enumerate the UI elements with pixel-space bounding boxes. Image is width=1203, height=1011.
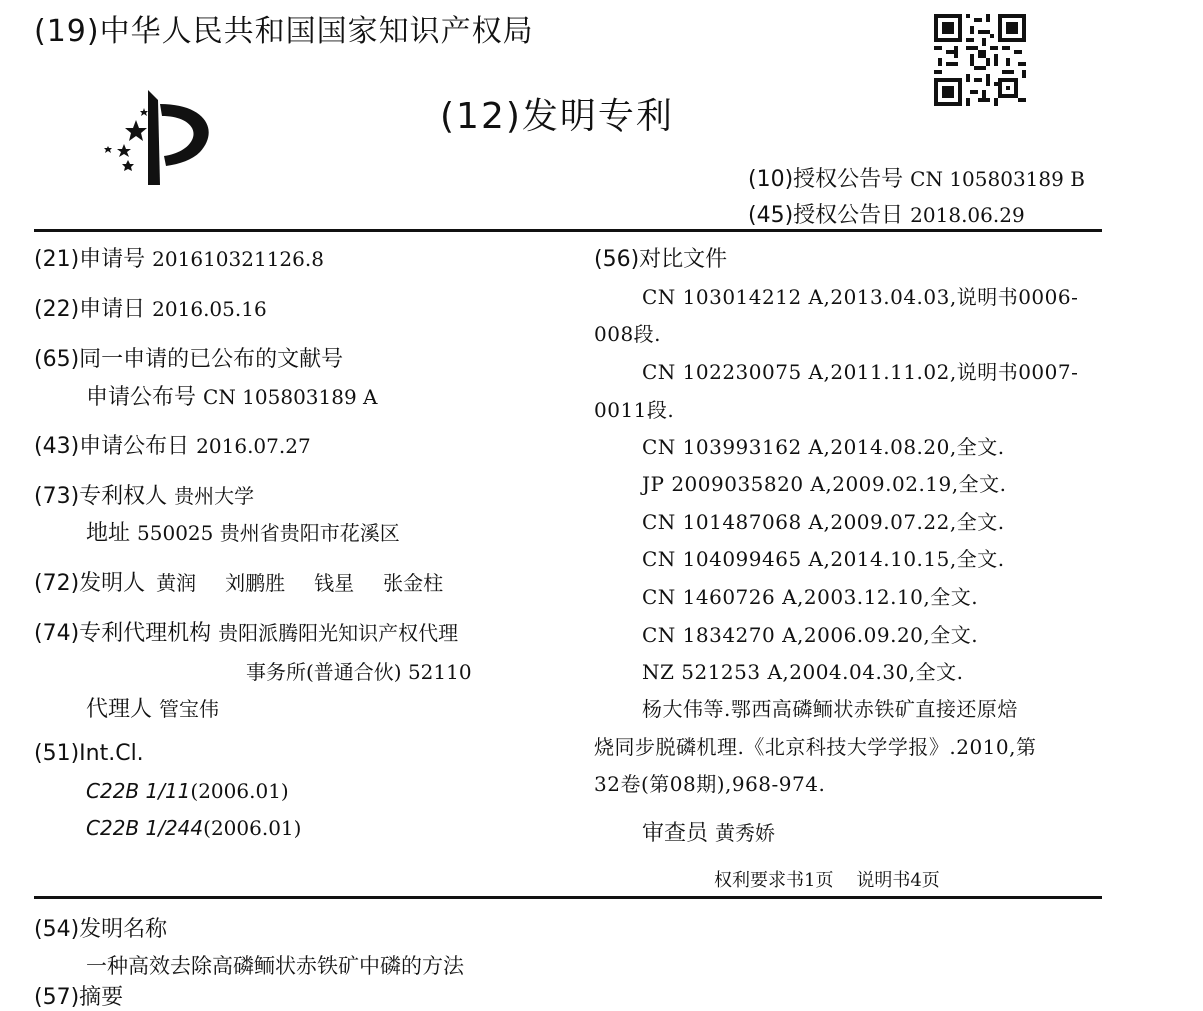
app-no-row — [34, 242, 324, 273]
npl-citation-cont: 32卷(第08期),968-974. — [594, 772, 826, 796]
agency-line1: 贵阳派腾阳光知识产权代理 — [218, 621, 459, 645]
abstract-label: (57)摘要 — [34, 985, 124, 1010]
grant-pub-no: CN 105803189 B — [910, 167, 1085, 191]
npl-citation-cont: 烧同步脱磷机理.《北京科技大学学报》.2010,第 — [594, 735, 1037, 759]
qr-code — [934, 14, 1026, 106]
ipc-code: C22B 1/244 — [86, 816, 204, 840]
inventor: 刘鹏胜 — [225, 571, 286, 595]
agency-row — [34, 616, 458, 647]
app-pub-date-row — [34, 429, 311, 460]
grant-pub-no-row — [748, 162, 1085, 193]
cnipa-logo — [100, 90, 230, 190]
ipc-version: (2006.01) — [190, 779, 289, 803]
citation-cont: 008段. — [594, 322, 662, 346]
patentee-label: (73)专利权人 — [34, 484, 168, 509]
address-label: 地址 — [86, 521, 131, 546]
citation: CN 104099465 A,2014.10.15,全文. — [642, 547, 1005, 571]
npl-citation: 杨大伟等.鄂西高磷鲕状赤铁矿直接还原焙 — [642, 697, 1018, 721]
ipc-version: (2006.01) — [203, 816, 302, 840]
office-name: (19)中华人民共和国国家知识产权局 — [34, 14, 534, 49]
citation: CN 1834270 A,2006.09.20,全文. — [642, 623, 979, 647]
examiner: 黄秀娇 — [715, 821, 776, 845]
app-pub-no-row — [86, 380, 378, 411]
citation: CN 1460726 A,2003.12.10,全文. — [642, 585, 979, 609]
app-pub-no: CN 105803189 A — [203, 385, 378, 409]
examiner-row — [642, 816, 775, 847]
citation: CN 103014212 A,2013.04.03,说明书0006- — [642, 285, 1079, 309]
agent-label: 代理人 — [86, 697, 153, 722]
citation-cont: 0011段. — [594, 398, 675, 422]
ipc-row — [86, 779, 289, 803]
ipc-code: C22B 1/11 — [86, 779, 191, 803]
inventor: 张金柱 — [383, 571, 444, 595]
patentee: 贵州大学 — [174, 484, 255, 508]
invention-title-label: (54)发明名称 — [34, 917, 168, 942]
inventors-row — [34, 566, 443, 597]
address: 550025 贵州省贵阳市花溪区 — [137, 521, 400, 545]
citation: JP 2009035820 A,2009.02.19,全文. — [642, 472, 1007, 496]
citation: CN 101487068 A,2009.07.22,全文. — [642, 510, 1005, 534]
ipc-row — [86, 816, 301, 840]
page-count: 权利要求书1页 说明书4页 — [714, 870, 940, 891]
document-type-title: (12)发明专利 — [440, 96, 674, 137]
agent-row — [86, 692, 219, 723]
agency-line2: 事务所(普通合伙) 52110 — [246, 660, 472, 684]
inventor: 钱星 — [314, 571, 355, 595]
examiner-label: 审查员 — [642, 821, 709, 846]
prior-pub-label: (65)同一申请的已公布的文献号 — [34, 347, 344, 372]
agency-label: (74)专利代理机构 — [34, 621, 212, 646]
app-pub-date-label: (43)申请公布日 — [34, 434, 190, 459]
bottom-divider — [34, 896, 1102, 899]
app-pub-no-label: 申请公布号 — [86, 385, 197, 410]
filing-date-label: (22)申请日 — [34, 297, 146, 322]
citation: NZ 521253 A,2004.04.30,全文. — [642, 660, 964, 684]
inventor: 黄润 — [156, 571, 197, 595]
grant-pub-date-row — [748, 198, 1025, 229]
agent: 管宝伟 — [159, 697, 220, 721]
invention-title: 一种高效去除高磷鲕状赤铁矿中磷的方法 — [86, 954, 464, 978]
citations-label: (56)对比文件 — [594, 247, 728, 272]
grant-pub-no-label: (10)授权公告号 — [748, 167, 904, 192]
patentee-row — [34, 479, 254, 510]
citation: CN 102230075 A,2011.11.02,说明书0007- — [642, 360, 1079, 384]
citation: CN 103993162 A,2014.08.20,全文. — [642, 435, 1005, 459]
grant-pub-date-label: (45)授权公告日 — [748, 203, 904, 228]
app-pub-date: 2016.07.27 — [196, 434, 311, 458]
top-divider — [34, 229, 1102, 232]
intcl-label: (51)Int.Cl. — [34, 741, 144, 766]
address-row — [86, 516, 400, 547]
filing-date: 2016.05.16 — [152, 297, 267, 321]
filing-date-row — [34, 292, 267, 323]
grant-pub-date: 2018.06.29 — [910, 203, 1025, 227]
inventors-label: (72)发明人 — [34, 571, 146, 596]
app-no-label: (21)申请号 — [34, 247, 146, 272]
app-no: 201610321126.8 — [152, 247, 324, 271]
